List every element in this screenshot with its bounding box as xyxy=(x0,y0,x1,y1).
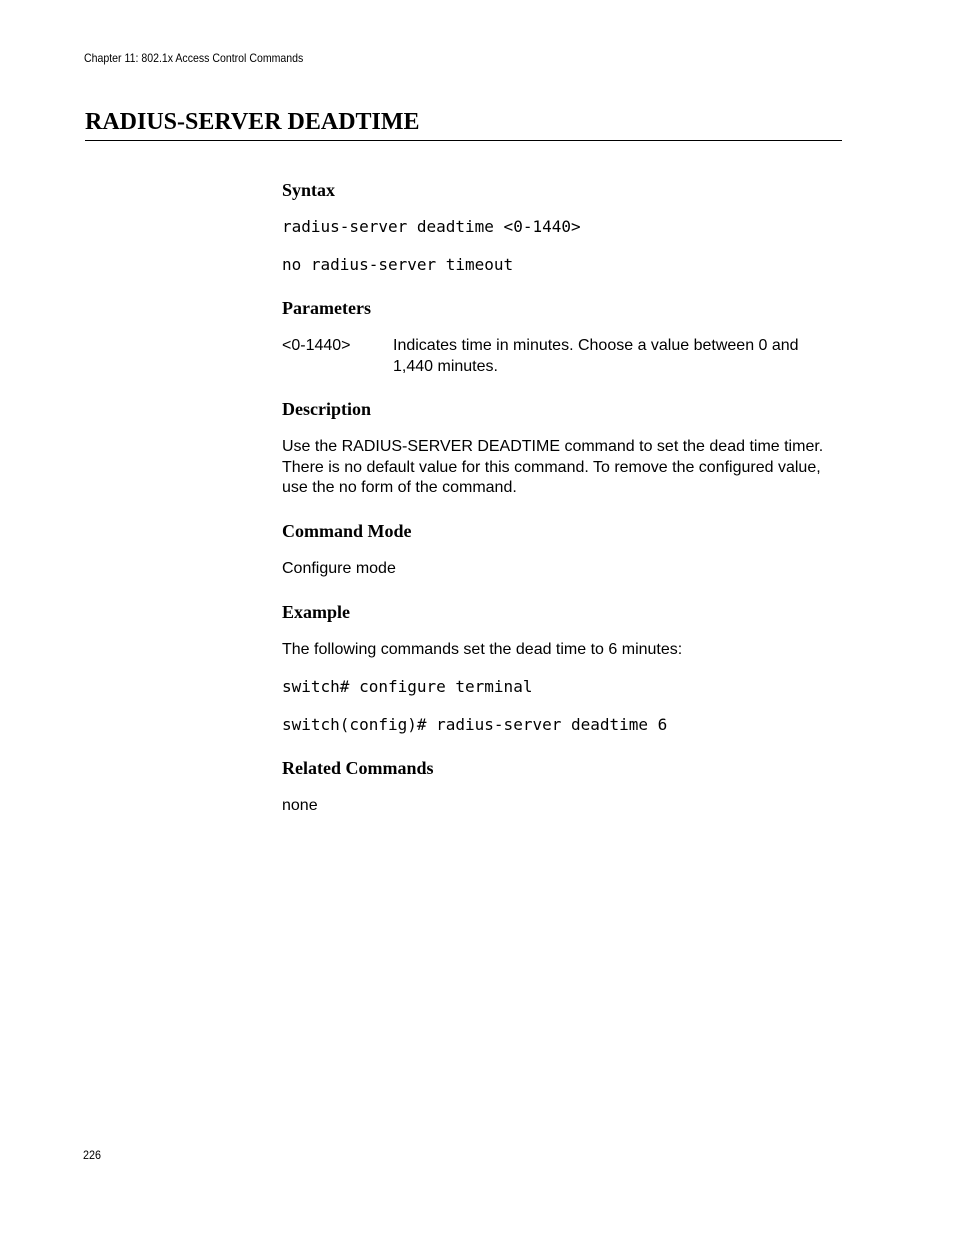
example-command-line: switch# configure terminal xyxy=(282,677,533,696)
parameter-term: <0-1440> xyxy=(282,337,351,354)
related-commands-heading: Related Commands xyxy=(282,758,434,778)
description-heading: Description xyxy=(282,399,371,419)
related-commands-text: none xyxy=(282,797,318,814)
parameter-description: Indicates time in minutes. Choose a value between 0 and 1,440 minutes. xyxy=(393,337,799,375)
running-header: Chapter 11: 802.1x Access Control Commands xyxy=(84,51,304,65)
parameters-heading: Parameters xyxy=(282,298,371,318)
example-command-line: switch(config)# radius-server deadtime 6 xyxy=(282,715,668,734)
syntax-heading: Syntax xyxy=(282,180,336,200)
example-intro: The following commands set the dead time to 6 minutes: xyxy=(282,641,683,658)
example-heading: Example xyxy=(282,602,351,622)
page-title: RADIUS-SERVER DEADTIME xyxy=(85,109,420,135)
page-number: 226 xyxy=(83,1148,102,1162)
syntax-line: radius-server deadtime <0-1440> xyxy=(282,217,581,236)
title-rule xyxy=(85,140,842,141)
command-mode-text: Configure mode xyxy=(282,560,396,577)
syntax-line-no-form: no radius-server timeout xyxy=(282,255,514,274)
command-mode-heading: Command Mode xyxy=(282,521,412,541)
description-text: Use the RADIUS-SERVER DEADTIME command to set the dead time timer. There is no default value for this command. To remove the configured value, use the no form of the command. xyxy=(282,438,824,496)
